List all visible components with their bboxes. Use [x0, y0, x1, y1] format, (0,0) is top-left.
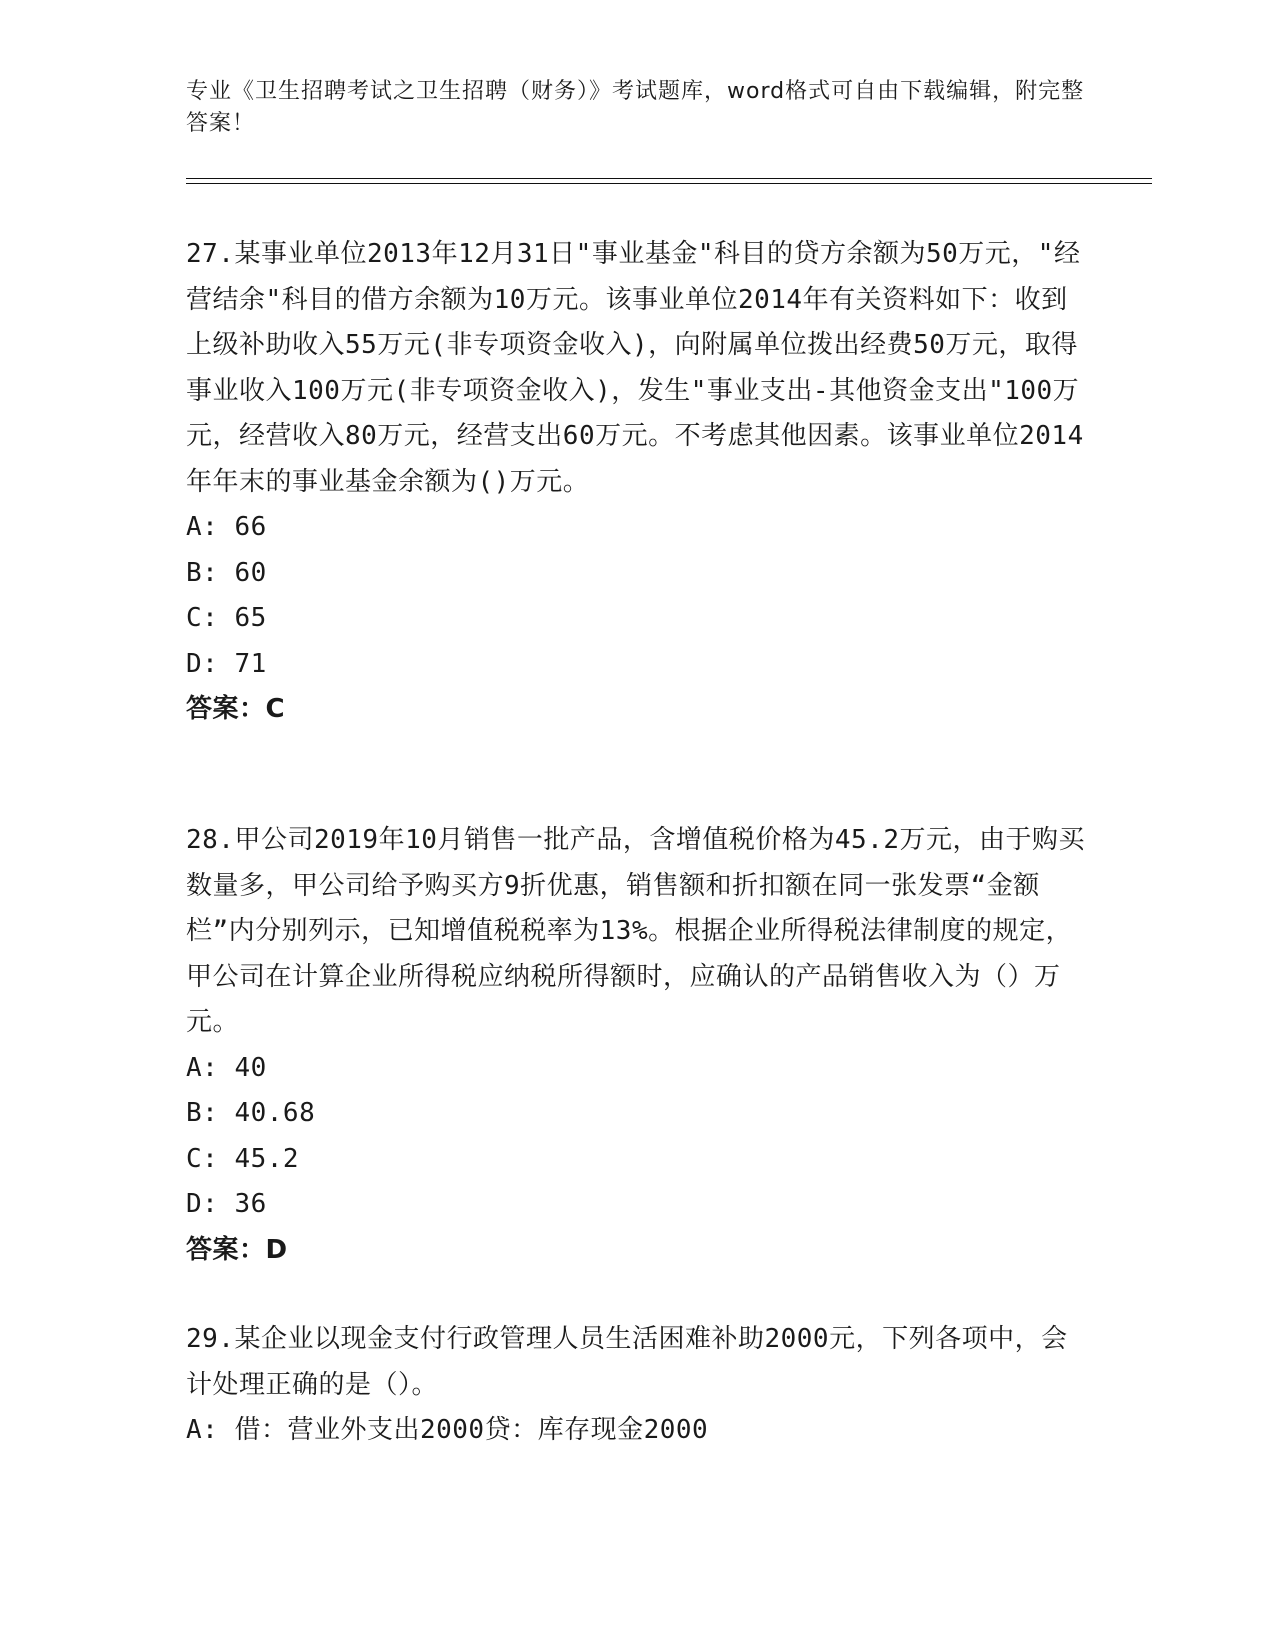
option-c: C: 45.2 [186, 1143, 300, 1174]
option-b: B: 40.68 [186, 1098, 316, 1128]
option-c: C: 65 [186, 603, 267, 633]
option-a: A: 66 [186, 512, 267, 542]
question-text: 29.某企业以现金支付行政管理人员生活困难补助2000元，下列各项中，会计处理正确的是（）。 [186, 1324, 1068, 1400]
document-header: 专业《卫生招聘考试之卫生招聘（财务）》考试题库，word格式可自由下载编辑，附完整答案！ [186, 79, 1085, 136]
question-27 [186, 232, 1086, 733]
header-divider-bottom [186, 183, 1152, 184]
option-b: B: 60 [186, 557, 267, 588]
question-29 [186, 1317, 1086, 1454]
header-divider-top [186, 178, 1152, 179]
question-text: 27.某事业单位2013年12月31日"事业基金"科目的贷方余额为50万元，"经营结余"科目的借方余额为10万元。该事业单位2014年有关资料如下：收到上级补助收入55万元(非专项资金收入)，向附属单位拨出经费50万元，取得事业收入100万元(非专项资金收入)，发生"事业支出-其他资金支出"100万元，经营收入80万元，经营支出60万元。不考虑其他因素。该事业单位2014年年末的事业基金余额为()万元。 [186, 239, 1084, 497]
option-d: D: 71 [186, 648, 267, 679]
question-28 [186, 818, 1086, 1273]
answer: 答案：C [186, 694, 286, 724]
answer: 答案：D [186, 1234, 288, 1265]
option-d: D: 36 [186, 1189, 267, 1219]
option-a: A: 40 [186, 1052, 267, 1083]
option-a: A: 借：营业外支出2000贷：库存现金2000 [186, 1415, 709, 1445]
question-text: 28.甲公司2019年10月销售一批产品，含增值税价格为45.2万元，由于购买数量多，甲公司给予购买方9折优惠，销售额和折扣额在同一张发票“金额栏”内分别列示，已知增值税税率为13%。根据企业所得税法律制度的规定，甲公司在计算企业所得税应纳税所得额时，应确认的产品销售收入为（）万元。 [186, 825, 1085, 1037]
